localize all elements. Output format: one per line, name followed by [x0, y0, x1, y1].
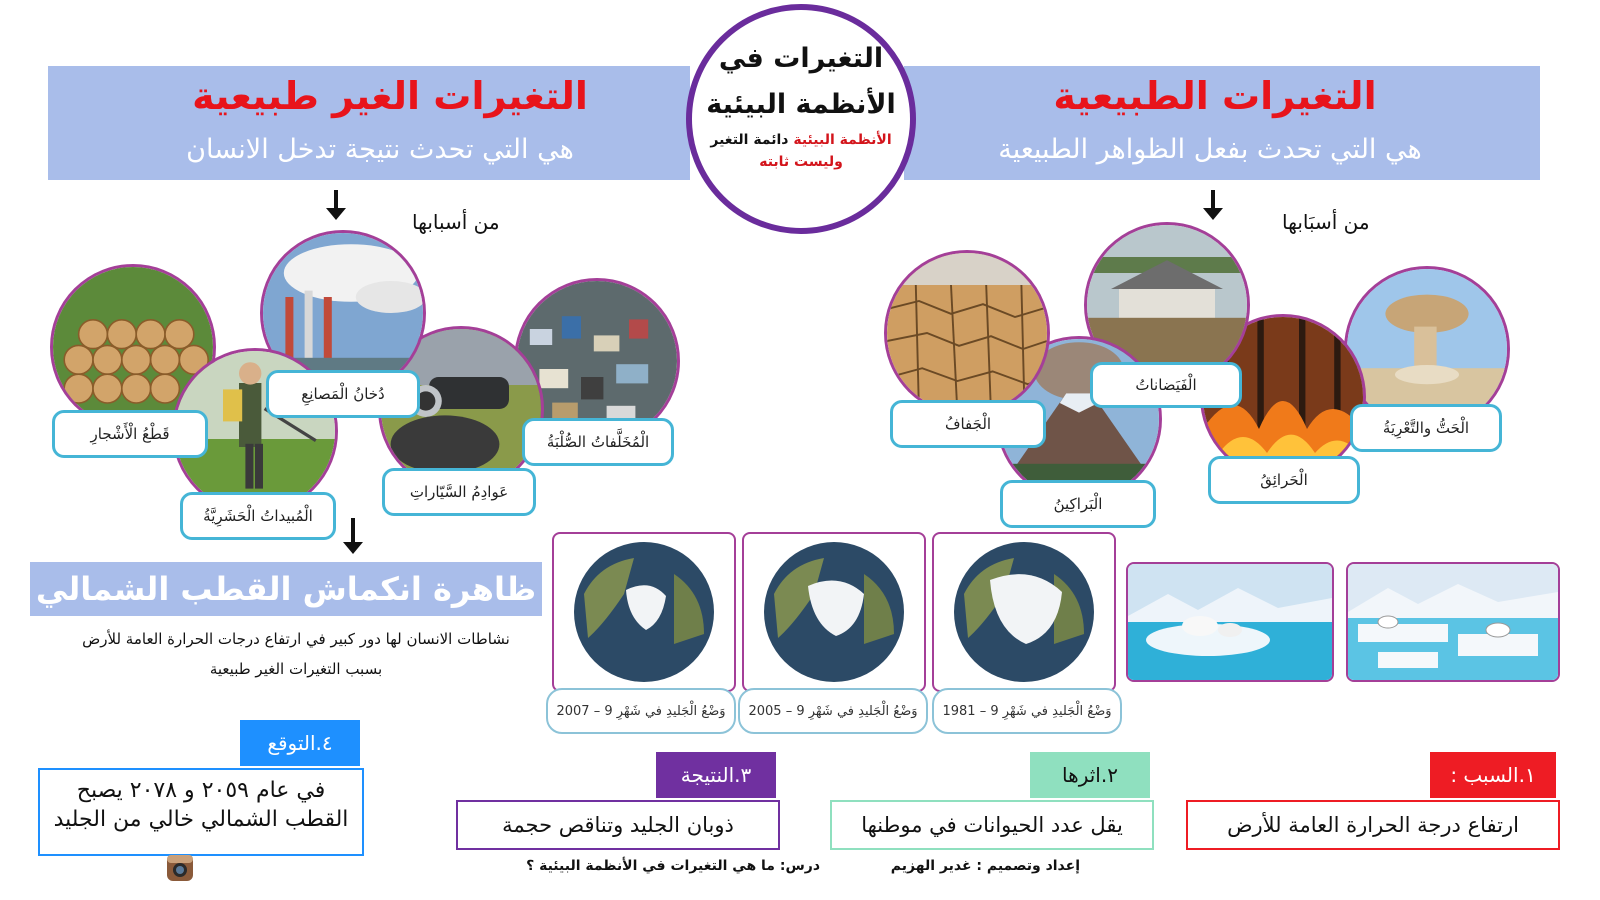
globe-frame-2007 — [552, 532, 736, 692]
globe-caption-2005: وَضْعُ الْجَليدِ في شَهْرِ 9 – 2005 — [738, 688, 928, 734]
car-exhaust-label: عَوادِمُ السَّيّاراتِ — [382, 468, 536, 516]
forecast-tag: ٤.التوقع — [240, 720, 360, 766]
instagram-icon — [166, 854, 194, 882]
center-subtitle — [692, 132, 910, 148]
center-title-line2: الأنظمة البيئية — [706, 89, 896, 120]
polar-ice-small-image — [1126, 562, 1334, 682]
drought-label: الْجَفافُ — [890, 400, 1046, 448]
globe-2007-image — [554, 534, 734, 690]
globe-frame-2005 — [742, 532, 926, 692]
flood-label: الْفَيَضاناتُ — [1090, 362, 1242, 408]
arctic-title: ظاهرة انكماش القطب الشمالي — [30, 562, 542, 616]
forecast-line2: القطب الشمالي خالي من الجليد — [53, 807, 349, 832]
factory-smoke-label: دُخانُ الْمَصانِعِ — [266, 370, 420, 418]
center-subtitle-line2: وليست ثابته — [759, 154, 843, 170]
cause-box: ارتفاع درجة الحرارة العامة للأرض — [1186, 800, 1560, 850]
drought-image — [884, 250, 1050, 416]
forecast-line1: في عام ٢٠٥٩ و ٢٠٧٨ يصبح — [76, 778, 326, 803]
fire-label: الْحَرائِقُ — [1208, 456, 1360, 504]
footer-lesson: درس: ما هي التغيرات في الأنظمة البيئية ؟ — [526, 858, 820, 874]
effect-tag: ٢.اثرها — [1030, 752, 1150, 798]
result-tag: ٣.النتيجة — [656, 752, 776, 798]
globe-1981-image — [934, 534, 1114, 690]
center-subtitle-red: الأنظمة البيئية — [793, 132, 892, 148]
cause-tag: ١.السبب : — [1430, 752, 1556, 798]
erosion-label: الْحَتُّ والتَّعْرِيَةُ — [1350, 404, 1502, 452]
natural-description: هي التي تحدث بفعل الظواهر الطبيعية — [998, 134, 1422, 165]
natural-title: التغيرات الطبيعية — [1053, 74, 1377, 118]
globe-caption-1981: وَضْعُ الْجَليدِ في شَهْرِ 9 – 1981 — [932, 688, 1122, 734]
unnatural-title: التغيرات الغير طبيعية — [192, 74, 588, 118]
center-title-line1: التغيرات في — [718, 43, 884, 74]
center-title-circle — [686, 4, 916, 234]
forecast-box — [38, 768, 364, 856]
effect-box: يقل عدد الحيوانات في موطنها — [830, 800, 1154, 850]
footer-author: إعداد وتصميم : غدير الهزيم — [890, 858, 1080, 874]
center-subtitle-rest: دائمة التغير — [710, 132, 794, 148]
tree-cutting-label: قَطْعُ الْأَشْجارِ — [52, 410, 208, 458]
arctic-note-line2: بسبب التغيرات الغير طبيعية — [209, 660, 383, 678]
solid-waste-label: الْمُخَلَّفاتُ الصُّلْبَةُ — [522, 418, 674, 466]
result-box: ذوبان الجليد وتناقص حجمة — [456, 800, 780, 850]
globe-caption-2007: وَضْعُ الْجَليدِ في شَهْرِ 9 – 2007 — [546, 688, 736, 734]
unnatural-description: هي التي تحدث نتيجة تدخل الانسان — [186, 134, 574, 165]
natural-causes-label: من أسبَابها — [1282, 210, 1370, 234]
arctic-note-line1: نشاطات الانسان لها دور كبير في ارتفاع درجات الحرارة العامة للأرض — [82, 630, 510, 648]
globe-frame-1981 — [932, 532, 1116, 692]
pesticide-label: الْمُبيداتُ الْحَشَرِيَّةُ — [180, 492, 336, 540]
polar-ice-large-image — [1346, 562, 1560, 682]
globe-2005-image — [744, 534, 924, 690]
unnatural-causes-label: من أسبابها — [412, 210, 500, 234]
volcano-label: الْبَراكِينُ — [1000, 480, 1156, 528]
